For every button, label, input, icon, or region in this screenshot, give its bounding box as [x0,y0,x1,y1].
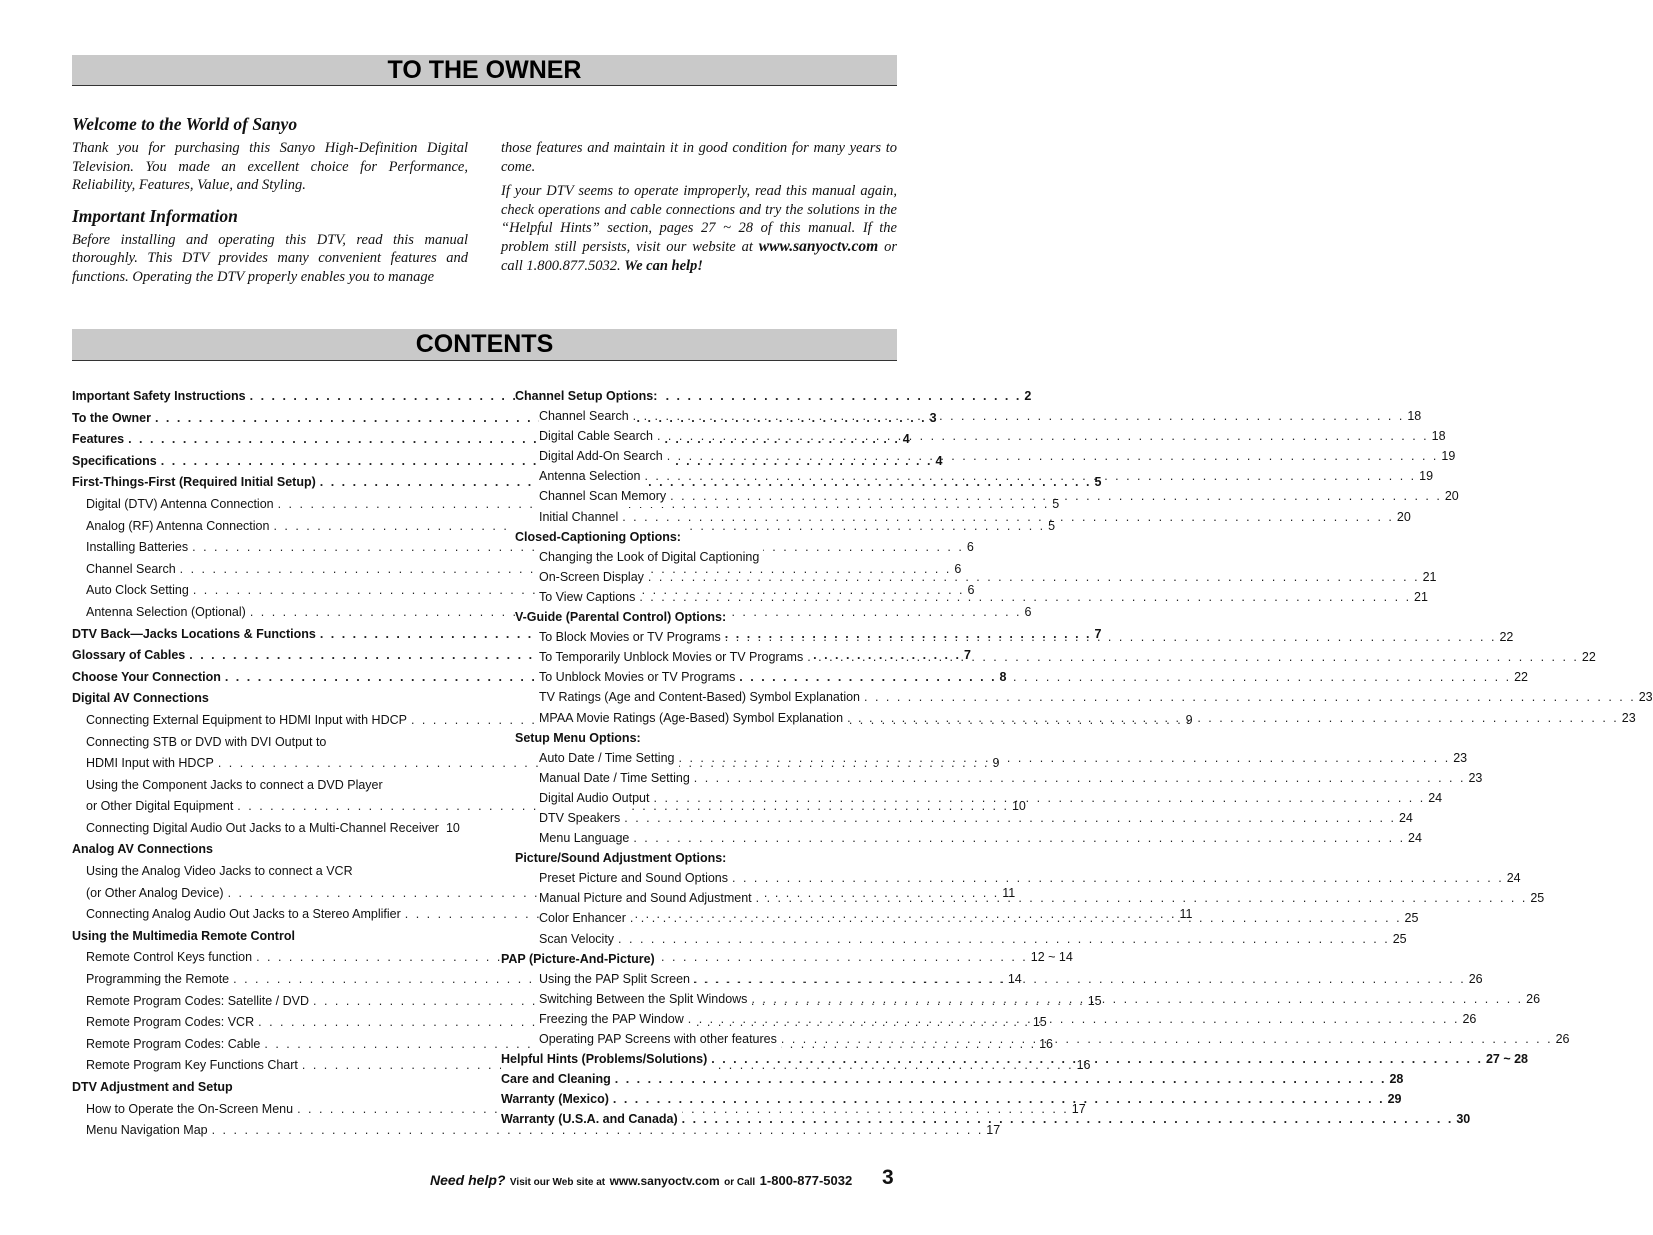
toc-entry-title: Picture/Sound Adjustment Options: [515,848,730,868]
toc-entry-title: DTV Speakers [539,808,624,828]
toc-entry-title: (or Other Analog Device) [86,883,228,905]
footer-phone: 1-800-877-5032 [759,1173,853,1188]
toc-entry-page [883,848,886,868]
toc-entry [501,426,1446,446]
toc-entry-title: Remote Program Key Functions Chart [86,1055,302,1077]
toc-entry-title: Closed-Captioning Options: [515,527,685,547]
toc-entry-page: 17 [1071,1101,1086,1116]
toc-entry-page: 29 [1387,1092,1402,1107]
toc-entry-title: Color Enhancer [539,908,630,928]
toc-entry-page [883,607,886,627]
toc-entry [501,828,1422,848]
toc-entry-page: 4 [902,432,910,447]
toc-entry [501,507,1411,527]
toc-leader-dots [763,547,883,567]
toc-entry-title: To Unblock Movies or TV Programs [539,667,739,687]
toc-entry-page [454,926,457,948]
toc-entry-page: 11 [1179,907,1193,922]
toc-entry-title: Care and Cleaning [501,1069,615,1089]
toc-leader-dots [645,728,883,748]
toc-entry-page: 24 [1506,871,1521,886]
toc-leader-dots [648,567,1420,587]
toc-entry [72,839,457,861]
toc-entry-page: 6 [966,540,974,555]
toc-entry-title: Operating PAP Screens with other features [539,1029,781,1049]
toc-leader-dots [847,708,1619,728]
toc-entry-title: Auto Date / Time Setting [539,748,679,768]
toc-leader-dots [639,587,1411,607]
welcome-text: Thank you for purchasing this Sanyo High-Definition Digital Television. You made an excellent choice for Performance, Reliability, Features, Value, and Styling. [72,140,468,194]
toc-leader-dots [781,1029,1553,1049]
toc-entry-page: 25 [1392,931,1407,946]
toc-entry-title: Remote Program Codes: VCR [86,1012,258,1034]
toc-leader-dots [213,688,454,710]
toc-leader-dots [667,446,1439,466]
toc-entry [501,848,886,868]
toc-entry-title: Using the PAP Split Screen [539,969,694,989]
toc-entry-page: 15 [1087,993,1102,1008]
toc-entry-title: Installing Batteries [86,537,192,559]
toc-entry [72,818,460,840]
toc-leader-dots [630,908,1402,928]
toc-entry-title: Helpful Hints (Problems/Solutions) [501,1049,711,1069]
toc-entry-title: Specifications [72,451,161,473]
toc-entry-title: Menu Navigation Map [86,1120,212,1142]
toc-entry-page: 9 [1185,712,1193,727]
toc-entry-title: On-Screen Display [539,567,648,587]
toc-entry [501,1109,1471,1129]
toc-entry-title: How to Operate the On-Screen Menu [86,1099,297,1121]
toc-entry-page [454,839,457,861]
toc-entry [501,527,886,547]
toc-leader-dots [739,667,1511,687]
toc-entry [72,688,457,710]
toc-entry-title: Using the Multimedia Remote Control [72,926,299,948]
toc-leader-dots [618,929,1390,949]
toc-leader-dots [633,406,1405,426]
toc-entry-title: Channel Search [539,406,633,426]
toc-entry-title: Channel Scan Memory [539,486,670,506]
toc-entry-page: 25 [1530,891,1545,906]
toc-entry-title: Connecting Digital Audio Out Jacks to a Multi-Channel Receiver [86,818,443,840]
toc-entry-title: Digital Audio Output [539,788,654,808]
toc-entry-title: Using the Component Jacks to connect a DVD Player [86,775,387,797]
toc-entry-page: 20 [1444,489,1459,504]
contents-section-title: CONTENTS [72,329,897,361]
toc-entry-page: 6 [1024,604,1032,619]
toc-entry-page: 24 [1398,810,1413,825]
toc-entry [72,775,457,797]
owner-right-column [501,139,897,281]
toc-entry-page: 6 [954,561,962,576]
toc-entry [501,1069,1404,1089]
toc-entry-page: 24 [1408,831,1422,846]
toc-entry-page [454,1077,457,1099]
owner-right-para1: those features and maintain it in good condition for many years to come. [501,140,897,175]
toc-entry-page: 4 [935,453,943,468]
toc-entry [72,861,457,883]
toc-entry-title: Manual Picture and Sound Adjustment [539,888,756,908]
toc-entry [501,687,1653,707]
toc-leader-dots [725,627,1497,647]
toc-entry [501,406,1422,426]
toc-entry-page: 26 [1555,1032,1570,1046]
toc-entry-page [454,688,457,710]
toc-entry-page: 23 [1621,710,1636,725]
call-text: or call 1.800.877.5032. [501,238,897,274]
toc-leader-dots [670,486,1442,506]
important-heading: Important Information [72,205,238,226]
toc-entry-page: 7 [1094,626,1102,641]
toc-entry-page: 5 [1052,496,1060,511]
toc-entry-page: 22 [1581,650,1596,665]
toc-leader-dots [237,1077,454,1099]
toc-entry-title: Warranty (U.S.A. and Canada) [501,1109,682,1129]
toc-entry-title: Analog (RF) Antenna Connection [86,516,273,538]
toc-leader-dots [730,848,883,868]
toc-entry [501,708,1636,728]
toc-entry [501,768,1483,788]
toc-entry [72,926,457,948]
toc-entry-title: Remote Control Keys function [86,947,256,969]
toc-entry-page: 11 [1002,885,1016,900]
toc-entry-title: Glossary of Cables [72,645,189,667]
toc-leader-dots [217,839,454,861]
toc-leader-dots [654,788,1426,808]
toc-entry-page: 27 ~ 28 [1485,1052,1529,1067]
toc-entry-title: Remote Program Codes: Cable [86,1034,264,1056]
toc-entry-title: First-Things-First (Required Initial Setup) [72,472,320,494]
toc-entry-page: 18 [1431,429,1446,444]
toc-entry-page: 8 [999,669,1007,684]
toc-entry-page: 10 [445,820,460,835]
toc-entry-title: Switching Between the Split Windows [539,989,751,1009]
toc-entry-page: 2 [1024,389,1032,403]
toc-entry-page: 5 [1094,475,1102,490]
toc-entry [501,808,1413,828]
toc-leader-dots [694,768,1466,788]
toc-entry-title: DTV Adjustment and Setup [72,1077,237,1099]
toc-entry-page: 23 [1453,750,1468,765]
toc-entry-page: 22 [1514,670,1528,685]
toc-entry-page: 26 [1468,971,1483,986]
toc-entry [501,667,1528,687]
toc-entry-page [883,949,886,969]
toc-entry [501,748,1468,768]
help-text: If your DTV seems to operate improperly, read this manual again, check operations and cable connections and try the solutions in the “Helpful Hints” section, pages 27 ~ 28 of this manual. If the problem still persists, visit our website at [501,183,897,255]
toc-entry-page: 20 [1396,509,1411,524]
toc-entry-page: 5 [1048,518,1056,533]
toc-entry-title: Warranty (Mexico) [501,1089,613,1109]
toc-entry-title: V-Guide (Parental Control) Options: [515,607,730,627]
toc-entry-title: Manual Date / Time Setting [539,768,694,788]
toc-entry-title: To the Owner [72,408,155,430]
toc-leader-dots [622,507,1394,527]
toc-entry-page: 12 ~ 14 [1030,950,1073,965]
toc-entry [501,466,1434,486]
toc-entry-title: Connecting External Equipment to HDMI Input with HDCP [86,710,411,732]
toc-leader-dots [864,687,1636,707]
toc-entry-page: 24 [1428,790,1443,805]
toc-entry-page: 17 [986,1123,1001,1138]
important-text: Before installing and operating this DTV, read this manual thoroughly. This DTV provides many convenient features and functions. Operating the DTV properly enables you to manage [72,231,468,285]
owner-left-column [72,113,468,293]
footer-website-link[interactable]: www.sanyoctv.com [609,1174,720,1188]
owner-right-para2 [501,182,897,275]
toc-leader-dots [756,888,1528,908]
toc-entry [501,607,886,627]
toc-leader-dots [711,1049,1483,1069]
toc-entry-title: Digital AV Connections [72,688,213,710]
toc-entry-title: Antenna Selection [539,466,644,486]
toc-entry-page: 26 [1526,991,1541,1006]
toc-entry-title: Choose Your Connection [72,667,225,689]
toc-leader-dots [661,386,883,406]
toc-entry-title: Remote Program Codes: Satellite / DVD [86,991,313,1013]
toc-entry [501,627,1514,647]
toc-entry-title: MPAA Movie Ratings (Age-Based) Symbol Explanation [539,708,847,728]
toc-leader-dots [730,607,883,627]
toc-entry-title: Features [72,429,128,451]
toc-entry-title: or Other Digital Equipment [86,796,237,818]
toc-leader-dots [751,989,1523,1009]
toc-entry-title: To Block Movies or TV Programs [539,627,725,647]
toc-entry-page [454,775,457,797]
toc-leader-dots [685,527,883,547]
toc-entry-title: Antenna Selection (Optional) [86,602,250,624]
toc-entry [501,949,886,969]
toc-entry-title: Initial Channel [539,507,622,527]
toc-entry [501,386,886,406]
toc-entry-page [883,386,886,406]
toc-entry-title: Preset Picture and Sound Options [539,868,732,888]
toc-entry-title: DTV Back—Jacks Locations & Functions [72,624,320,646]
toc-entry-title: Channel Search [86,559,180,581]
toc-leader-dots [357,861,454,883]
toc-entry-page: 21 [1422,569,1437,584]
toc-entry-title: Changing the Look of Digital Captioning [539,547,763,567]
welcome-heading: Welcome to the World of Sanyo [72,114,298,134]
toc-entry-title: To Temporarily Unblock Movies or TV Programs [539,647,807,667]
toc-leader-dots [633,828,1405,848]
toc-entry-page: 3 [929,410,937,425]
toc-entry-title: Digital Cable Search [539,426,657,446]
toc-entry-title: Using the Analog Video Jacks to connect a VCR [86,861,357,883]
toc-entry [501,486,1459,506]
toc-entry-page: 25 [1404,911,1419,926]
toc-entry-title: TV Ratings (Age and Content-Based) Symbol Explanation [539,687,864,707]
we-can-help: We can help! [624,257,703,274]
toc-leader-dots [657,426,1429,446]
toc-entry-title: Digital Add-On Search [539,446,667,466]
toc-entry-page: 30 [1456,1112,1471,1127]
toc-entry [501,547,886,567]
toc-leader-dots [682,1109,1454,1129]
toc-entry-title: Menu Language [539,828,633,848]
toc-leader-dots [807,647,1579,667]
toc-leader-dots [679,748,1451,768]
toc-entry-page [454,732,457,754]
toc-entry [501,446,1456,466]
toc-entry-title: Important Safety Instructions [72,386,250,408]
toc-entry [501,567,1437,587]
toc-entry-page: 19 [1441,449,1456,464]
toc-entry-title: Channel Setup Options: [515,386,661,406]
toc-entry-title: Setup Menu Options: [515,728,645,748]
toc-entry-page: 16 [1039,1036,1053,1051]
toc-entry [501,728,886,748]
toc-entry-title: Programming the Remote [86,969,233,991]
toc-entry-page: 23 [1468,770,1483,785]
toc-entry-page: 7 [963,648,971,663]
toc-entry-page: 9 [992,756,1000,771]
toc-entry-title: HDMI Input with HDCP [86,753,218,775]
toc-leader-dots [644,466,1416,486]
toc-entry-title: Connecting STB or DVD with DVI Output to [86,732,330,754]
toc-entry-title: Scan Velocity [539,929,618,949]
toc-entry-title: Auto Clock Setting [86,580,193,602]
toc-entry [501,929,1407,949]
website-link[interactable]: www.sanyoctv.com [758,237,879,255]
toc-entry-page: 10 [1011,799,1026,814]
owner-section-title: TO THE OWNER [72,55,897,86]
toc-entry-page [883,527,886,547]
toc-entry-title: Analog AV Connections [72,839,217,861]
page-number: 3 [882,1166,894,1189]
toc-entry-page: 26 [1462,1011,1477,1026]
toc-entry-page: 23 [1638,690,1653,705]
toc-entry-page: 14 [1007,972,1022,987]
toc-entry-page [883,547,886,567]
toc-entry-page: 6 [967,583,975,598]
toc-entry-page: 18 [1407,409,1422,424]
toc-entry [72,732,457,754]
toc-leader-dots [732,868,1504,888]
toc-entry-page: 22 [1499,630,1514,645]
toc-entry-title: Connecting Analog Audio Out Jacks to a Stereo Amplifier [86,904,405,926]
toc-entry [501,587,1428,607]
toc-entry-page: 16 [1076,1058,1091,1073]
toc-leader-dots [615,1069,1387,1089]
toc-entry-title: Digital (DTV) Antenna Connection [86,494,278,516]
toc-entry [72,1077,457,1099]
toc-entry [501,647,1596,667]
toc-entry-title: PAP (Picture-And-Picture) [501,949,659,969]
toc-leader-dots [613,1089,1385,1109]
toc-leader-dots [694,969,1466,989]
toc-entry-page [454,861,457,883]
need-help-label: Need help? [430,1172,506,1188]
or-call-label: or Call [724,1177,756,1188]
toc-leader-dots [688,1009,1460,1029]
toc-entry-page: 15 [1032,1015,1047,1030]
toc-entry-page: 19 [1419,469,1434,484]
toc-entry [501,868,1521,888]
toc-entry-page: 28 [1389,1072,1404,1087]
toc-entry-title: To View Captions [539,587,639,607]
toc-leader-dots [330,732,454,754]
toc-leader-dots [387,775,454,797]
toc-entry [72,1120,1001,1142]
toc-entry-page: 21 [1414,589,1428,604]
toc-leader-dots [624,808,1396,828]
toc-leader-dots [299,926,454,948]
toc-entry-title: Freezing the PAP Window [539,1009,688,1029]
footer-help-line [430,1172,897,1194]
visit-label: Visit our Web site at [509,1177,606,1188]
toc-entry-page [883,728,886,748]
toc-leader-dots [659,949,883,969]
